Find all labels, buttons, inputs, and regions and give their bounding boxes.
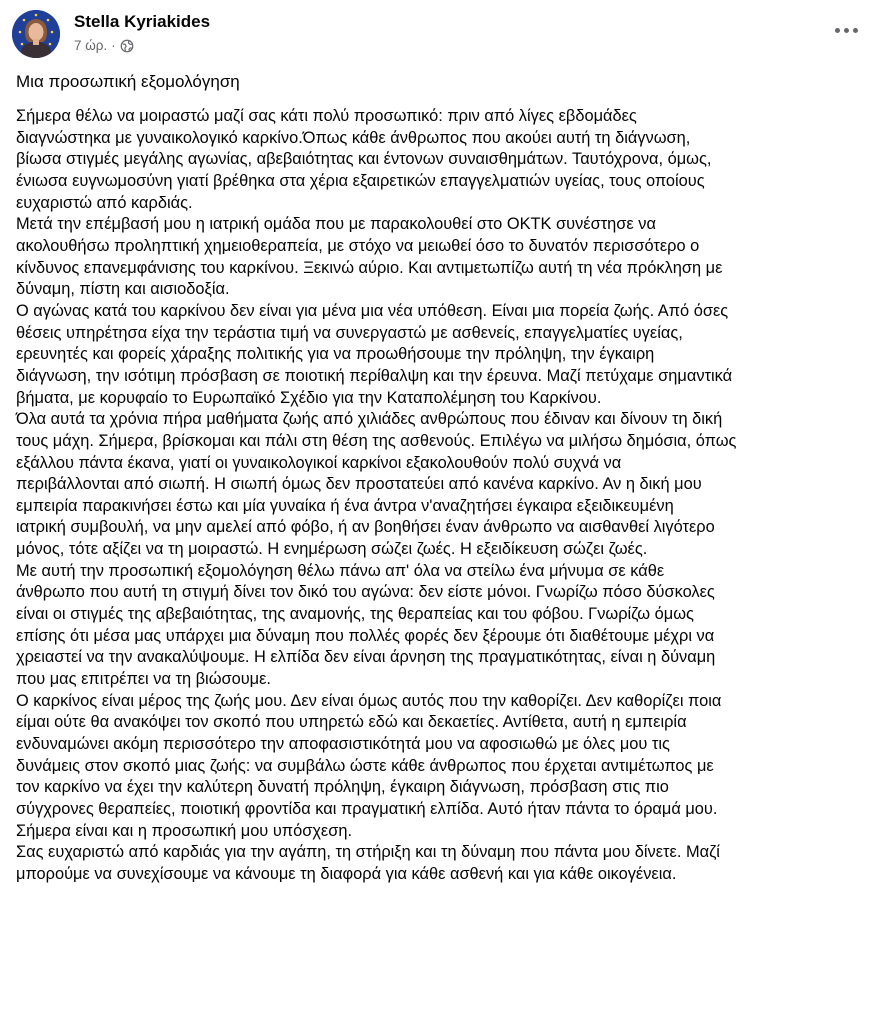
- post-text-line: βίωσα στιγμές μεγάλης αγωνίας, αβεβαιότητας και έντονων συναισθημάτων. Ταυτόχρονα, όμως,: [16, 150, 712, 169]
- post-text-line: τους μάχη. Σήμερα, βρίσκομαι και πάλι στη θέση της ασθενούς. Επιλέγω να μιλήσω δημόσια, όπως: [16, 431, 737, 450]
- post-time[interactable]: 7 ώρ.: [74, 38, 108, 53]
- post-text-line: άνθρωπο που αυτή τη στιγμή δίνει τον δικό του αγώνα: δεν είστε μόνοι. Γνωρίζω πόσο δύσκολες: [16, 583, 715, 602]
- post-text-line: Όλα αυτά τα χρόνια πήρα μαθήματα ζωής από χιλιάδες ανθρώπους που έδιναν και δίνουν τη δική: [16, 410, 723, 429]
- post-title: Μια προσωπική εξομολόγηση: [16, 72, 240, 91]
- post-text-line: Σήμερα θέλω να μοιραστώ μαζί σας κάτι πολύ προσωπικό: πριν από λίγες εβδομάδες: [16, 107, 637, 125]
- post-text-line: είμαι ούτε θα ανακόψει τον σκοπό που υπηρετώ εδώ και δεκαετίες. Αντίθετα, αυτή η εμπειρία: [16, 713, 687, 732]
- post-text-line: Σας ευχαριστώ από καρδιάς για την αγάπη, τη στήριξη και τη δύναμη που πάντα μου δίνετε. Μαζί: [16, 843, 720, 862]
- post-text-line: ένιωσα ευγνωμοσύνη γιατί βρέθηκα στα χέρια εξαιρετικών επαγγελματιών υγείας, τους οποίους: [16, 171, 705, 190]
- post-text-line: επίσης ότι μέσα μας υπάρχει μια δύναμη που πολλές φορές δεν ξέρουμε ότι διαθέτουμε μέχρι να: [16, 626, 715, 645]
- post-text-line: Ο αγώνας κατά του καρκίνου δεν είναι για μένα μια νέα υπόθεση. Είναι μια πορεία ζωής. Από όσες: [16, 301, 729, 320]
- post-text-line: ακολουθήσω προληπτική χημειοθεραπεία, με στόχο να μειωθεί όσο το δυνατόν περισσότερο ο: [16, 236, 700, 255]
- post-text-line: μόνος, τότε αξίζει να τη μοιραστώ. Η ενημέρωση σώζει ζωές. Η εξειδίκευση σώζει ζωές.: [16, 540, 648, 559]
- avatar[interactable]: [12, 10, 60, 58]
- post-text-line: Με αυτή την προσωπική εξομολόγηση θέλω πάνω απ' όλα να στείλω ένα μήνυμα σε κάθε: [16, 561, 665, 580]
- post-text-line: τον καρκίνο να έχει την καλύτερη δυνατή πρόληψη, έγκαιρη διάγνωση, πρόσβαση στις πιο: [16, 778, 669, 797]
- post-text-line: περιβάλλονται από σιωπή. Η σιωπή όμως δεν προστατεύει από κανένα καρκίνο. Αν η δική μου: [16, 475, 702, 494]
- post-text-line: ευχαριστώ από καρδιάς.: [16, 193, 193, 212]
- post-text-line: διαγνώστηκα με γυναικολογικό καρκίνο.Όπως κάθε άνθρωπος που ακούει αυτή τη διάγνωση,: [16, 128, 691, 147]
- avatar-image: [12, 10, 60, 58]
- post-text-line: που μας επιτρέπει να τη βιώσουμε.: [16, 670, 271, 689]
- post-text-line: ερευνητές και φορείς χάραξης πολιτικής για να προωθήσουμε την πρόληψη, την έγκαιρη: [16, 345, 655, 364]
- post-text-line: διάγνωση, την ισότιμη πρόσβαση σε ποιοτική περίθαλψη και την έρευνα. Μαζί πετύχαμε σημαντικά: [16, 366, 733, 385]
- more-options-icon[interactable]: [828, 18, 864, 42]
- post-text-line: ενδυναμώνει ακόμη περισσότερο την αποφασιστικότητά μου να αφοσιωθώ με όλες μου τις: [16, 735, 670, 754]
- post-text-line: δύναμη, πίστη και αισιοδοξία.: [16, 280, 230, 299]
- post-text-line: Μετά την επέμβασή μου η ιατρική ομάδα που με παρακολουθεί στο ΟΚΤΚ συνέστησε να: [16, 215, 656, 234]
- post-text-line: δυνάμεις στον σκοπό μιας ζωής: να συμβάλω ώστε κάθε άνθρωπος που έρχεται αντιμέτωπος με: [16, 756, 714, 775]
- post-text-line: βήματα, με κορυφαίο το Ευρωπαϊκό Σχέδιο για την Καταπολέμηση του Καρκίνου.: [16, 388, 602, 407]
- post-header: [10, 8, 870, 60]
- post-text-line: χρειαστεί να την ανακαλύψουμε. Η ελπίδα δεν είναι άρνηση της πραγματικότητας, είναι η δύναμη: [16, 648, 716, 667]
- post-text-line: είναι οι στιγμές της αβεβαιότητας, της αναμονής, της θεραπείας και του φόβου. Γνωρίζω όμως: [16, 605, 694, 624]
- post-text-line: κίνδυνος επανεμφάνισης του καρκίνου. Ξεκινώ αύριο. Και αντιμετωπίζω αυτή τη νέα πρόκληση με: [16, 258, 723, 277]
- post-text-line: μπορούμε να συνεχίσουμε να κάνουμε τη διαφορά για κάθε ασθενή και για κάθε οικογένεια.: [16, 864, 677, 883]
- post-text-line: σύγχρονες θεραπείες, ποιοτική φροντίδα και πραγματική ελπίδα. Αυτό ήταν πάντα το όραμά μου.: [16, 800, 718, 818]
- post-body: [16, 106, 868, 886]
- post-text-line: εξάλλου πάντα έκανα, γιατί οι γυναικολογικοί καρκίνοι εξακολουθούν πολύ συχνά να: [16, 453, 622, 472]
- post-text-line: εμπειρία παρακινήσει έστω και μία γυναίκα ή ένα άντρα ν'αναζητήσει έγκαιρα εξειδικευμένη: [16, 496, 674, 515]
- post-text-line: Σήμερα είναι και η προσωπική μου υπόσχεση.: [16, 821, 353, 840]
- post-text-line: θέσεις υπηρέτησα είχα την τεράστια τιμή να συνεργαστώ με ασθενείς, επαγγελματίες υγείας,: [16, 323, 683, 342]
- separator-dot: ·: [111, 38, 116, 53]
- post-text-line: Ο καρκίνος είναι μέρος της ζωής μου. Δεν είναι όμως αυτός που την καθορίζει. Δεν καθορίζει ποια: [16, 691, 722, 710]
- globe-icon[interactable]: [120, 39, 134, 53]
- post-meta: [74, 38, 134, 53]
- post-text-line: ιατρική συμβουλή, να μην αμελεί από φόβο, ή αν βοηθήσει έναν άνθρωπο να αισθανθεί λιγότερο: [16, 518, 715, 537]
- author-name[interactable]: Stella Kyriakides: [74, 12, 211, 31]
